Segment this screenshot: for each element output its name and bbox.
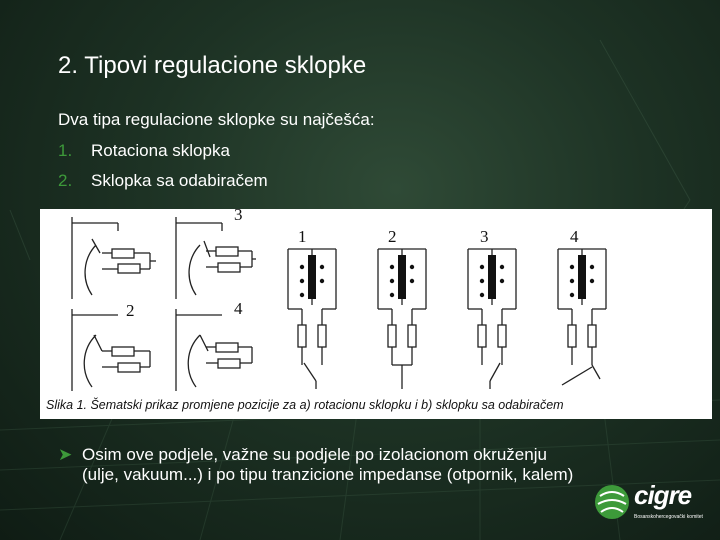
rotary-panel: [176, 309, 252, 391]
figure-label: 4: [234, 299, 243, 318]
list-text: Sklopka sa odabiračem: [91, 171, 268, 190]
figure-caption: Slika 1. Šematski prikaz promjene pozicije za a) rotacionu sklopku i b) sklopku sa odabiračem: [46, 398, 564, 412]
logo-subtitle: Bosanskohercegovački komitet: [634, 514, 703, 520]
figure-label: 4: [570, 227, 579, 246]
logo-wordmark: cigre: [634, 480, 692, 510]
list-text: Rotaciona sklopka: [91, 141, 230, 160]
rotary-panel: [176, 217, 256, 299]
list-item: [58, 171, 268, 191]
intro-text: Dva tipa regulacione sklopke su najčešća:: [58, 110, 375, 129]
rotary-panel: [72, 309, 150, 391]
list-number: 1.: [58, 141, 73, 160]
rotary-panel: [72, 217, 156, 299]
figure-label: 1: [298, 227, 307, 246]
arrow-bullet-icon: ➤: [58, 445, 73, 464]
cigre-logo: [592, 478, 708, 528]
list-item: [58, 141, 230, 161]
figure-label: 2: [388, 227, 397, 246]
bullet-point: [58, 445, 578, 485]
figure-label: 2: [126, 301, 135, 320]
bullet-text: Osim ove podjele, važne su podjele po izolacionom okruženju (ulje, vakuum...) i po tipu tranzicione impedanse (otpornik, kalem): [82, 445, 574, 484]
list-number: 2.: [58, 171, 73, 190]
globe-icon: [592, 482, 632, 522]
figure-label: 3: [234, 205, 243, 224]
schematic-diagram: [40, 209, 712, 419]
schematic-figure: [40, 205, 712, 419]
figure-label: 3: [480, 227, 489, 246]
slide-title: 2. Tipovi regulacione sklopke: [58, 52, 367, 79]
